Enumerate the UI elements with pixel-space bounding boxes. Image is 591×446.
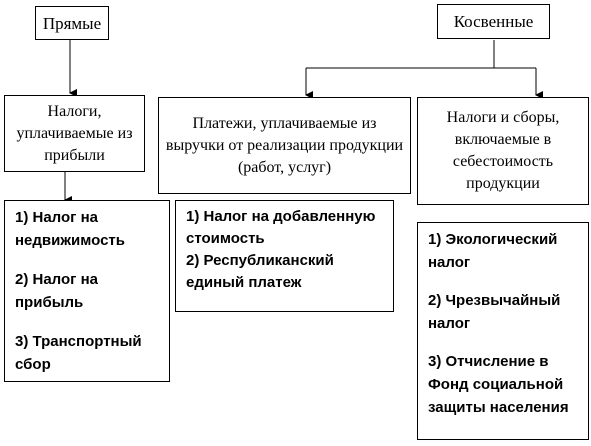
revenue-payments-category-label: Платежи, уплачиваемые из выручки от реализации продукции (работ, услуг) [165, 114, 404, 176]
indirect-taxes-title-box [437, 4, 550, 39]
list-item: 1) Налог на добавленную стоимость [186, 208, 376, 247]
cost-taxes-category-box [417, 97, 589, 205]
profit-taxes-category-label: Налоги, уплачиваемые из прибыли [16, 102, 133, 164]
cost-taxes-category-label: Налоги и сборы, включаемые в себестоимость продукции [446, 109, 560, 192]
list-item: 2) Чрезвычайный налог [428, 292, 561, 332]
direct-taxes-title: Прямые [42, 13, 102, 33]
list-item: 2) Республиканский единый платеж [186, 252, 334, 291]
direct-taxes-list-box [4, 200, 170, 382]
list-item: 1) Налог на недвижимость [15, 209, 125, 249]
indirect-taxes-title: Косвенные [453, 12, 534, 31]
direct-taxes-title-box [35, 6, 109, 40]
profit-taxes-category-box [4, 95, 145, 172]
cost-taxes-list-box [417, 222, 589, 440]
revenue-payments-category-box [158, 97, 411, 194]
list-item: 1) Экологический налог [428, 231, 558, 271]
list-item: 3) Транспортный сбор [15, 333, 142, 373]
list-item: 3) Отчисление в Фонд социальной защиты населения [428, 353, 569, 416]
list-item: 2) Налог на прибыль [15, 271, 98, 311]
revenue-payments-list-box [175, 200, 394, 312]
